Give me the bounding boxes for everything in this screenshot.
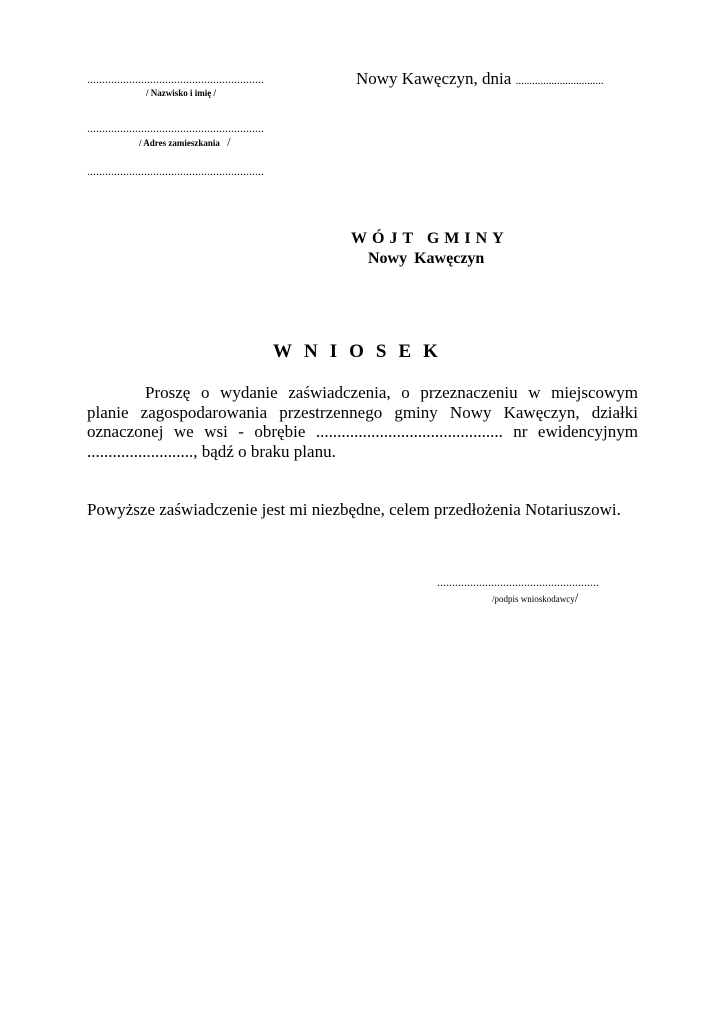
body-paragraph-2: Powyższe zaświadczenie jest mi niezbędne, celem przedłożenia Notariuszowi. (87, 500, 621, 519)
addressee-title: WÓJT GMINY (351, 230, 509, 247)
place-date-dots: ................................ (515, 75, 604, 87)
signature-caption-text: /podpis wnioskodawcy (492, 594, 575, 604)
place-date (356, 69, 604, 91)
body-paragraph-1-wrap (87, 383, 638, 461)
document-title: WNIOSEK (273, 341, 450, 362)
signature-caption (492, 592, 578, 605)
signature-line: ...................................................... (437, 575, 599, 589)
sender-name-line: ........................................................... (87, 72, 264, 86)
place-date-text: Nowy Kawęczyn, dnia (356, 69, 512, 88)
sender-name-caption: / Nazwisko i imię / (146, 88, 216, 98)
sender-address-line-1: ........................................................... (87, 121, 264, 135)
addressee-name: Nowy Kawęczyn (368, 250, 485, 267)
sender-address-caption (139, 136, 231, 149)
body-paragraph-2-wrap (87, 500, 638, 520)
sender-address-line-2: ........................................................... (87, 164, 264, 178)
sender-address-caption-slash: / (227, 134, 231, 149)
signature-caption-slash: / (574, 590, 579, 605)
sender-address-caption-text: / Adres zamieszkania (139, 138, 220, 148)
body-paragraph-1: Proszę o wydanie zaświadczenia, o przeznaczeniu w miejscowym planie zagospodarowania przestrzennego gminy Nowy Kawęczyn, działki oznaczonej we wsi - obrębie ............................................ nr ewidencyjnym ........................., bądź o braku planu. (87, 383, 638, 461)
